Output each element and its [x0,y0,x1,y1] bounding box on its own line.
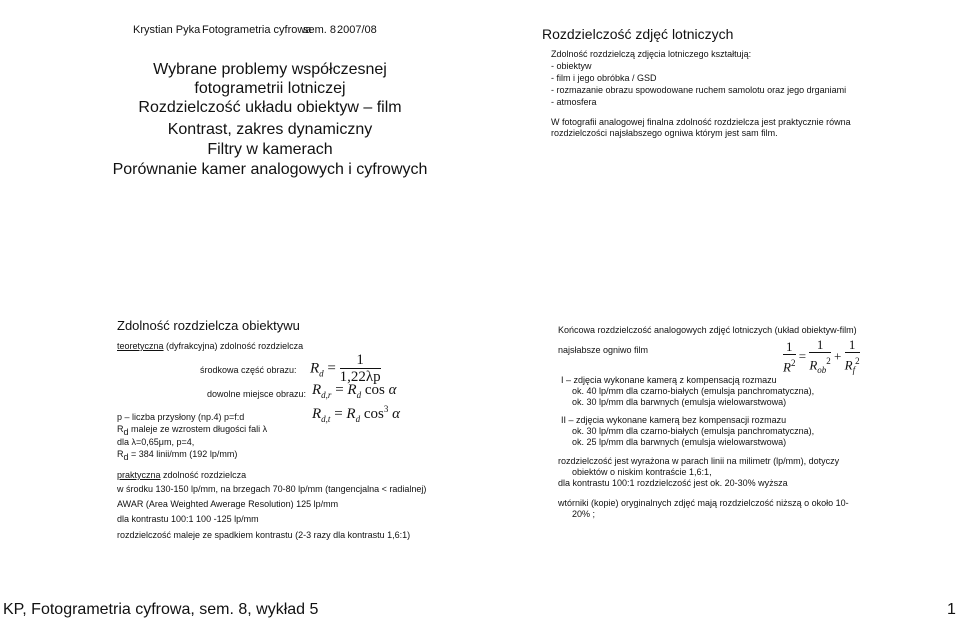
note-line: p – liczba przysłony (np.4) p=f:d [117,412,245,422]
group2-line: ok. 25 lp/mm dla barwnych (emulsja wielowarstwowa) [572,437,787,447]
topic-item: Kontrast, zakres dynamiczny [167,121,373,138]
header-semester: sem. 8 [303,24,337,36]
group1-line: ok. 30 lp/mm dla barwnych (emulsja wielowarstwowa) [572,397,787,407]
practice-label: praktyczna [117,470,161,480]
note-line: $R_d$ maleje ze wzrostem długości fali λ [117,424,268,437]
group1-line: ok. 40 lp/mm dla czarno-białych (emulsja panchromatyczna), [572,386,815,396]
formula-fraction: $\frac{1}{1,22\lambda p}$ [339,352,381,385]
theory-label: teoretyczna [117,341,164,351]
topic-item: Porównanie kamer analogowych i cyfrowych [112,161,428,178]
edge-label: dowolne miejsce obrazu: [207,389,307,399]
theory-heading [117,341,303,351]
practice-line: rozdzielczość maleje ze spadkiem kontrastu (2-3 razy dla kontrastu 1,6:1) [117,530,411,540]
note-line: dla λ=0,65μm, p=4, [117,437,195,447]
slide2-item: - rozmazanie obrazu spowodowane ruchem samolotu oraz jego drganiami [551,85,847,95]
slide4-paragraph: dla kontrastu 100:1 rozdzielczość jest ok. 20-30% wyższa [558,478,788,488]
topic-item: Rozdzielczość układu obiektyw – film [138,99,402,116]
practice-heading [117,470,246,480]
slide4-title: Końcowa rozdzielczość analogowych zdjęć lotniczych (układ obiektyw-film) [558,325,857,335]
weakest-link: najsłabsze ogniwo film [558,345,649,355]
formula-combined: $\frac{1}{R^2}$ = $\frac{1}{R_{ob}^2}$ + $\frac{1}{R_f^2}$ [783,337,860,375]
slide4-paragraph: 20% ; [572,509,596,519]
formula-radial: $R_{d,r} = R_d$ cos α [312,382,397,400]
footer-text: KP, Fotogrametria cyfrowa, sem. 8, wykład 5 [3,601,319,618]
header-author: Krystian Pyka [133,24,201,36]
formula-center: $R_d$ = $\frac{1}{1,22\lambda p}$ [310,352,381,385]
header-year: 2007/08 [337,24,377,36]
note-line: $R_d = 384$ linii/mm (192 lp/mm) [117,449,238,462]
group1-heading: I – zdjęcia wykonane kamerą z kompensacją rozmazu [561,375,777,385]
practice-line: AWAR (Area Weighted Awerage Resolution) 125 lp/mm [117,499,339,509]
slide2-item: - atmosfera [551,97,597,107]
slide2-paragraph: rozdzielczości najsłabszego ogniwa którym jest sam film. [551,128,778,138]
note-text: = 384 linii/mm (192 lp/mm) [131,449,238,459]
slide4-paragraph: obiektów o niskim kontraście 1,6:1, [572,467,712,477]
practice-line: dla kontrastu 100:1 100 -125 lp/mm [117,514,259,524]
slide3-title: Zdolność rozdzielcza obiektywu [117,318,300,333]
slide4-paragraph: rozdzielczość jest wyrażona w parach linii na milimetr (lp/mm), dotyczy [558,456,840,466]
slide2-intro: Zdolność rozdzielczą zdjęcia lotniczego kształtują: [551,49,752,59]
note-text: maleje ze wzrostem długości fali λ [131,424,268,434]
formula-tangential: $R_{d,t} = R_d$ $\cos^3 \alpha$ [312,404,400,424]
slide1-title-1: Wybrane problemy współczesnej [153,61,387,78]
slide4-paragraph: wtórniki (kopie) oryginalnych zdjęć mają rozdzielczość niższą o około 10- [558,498,849,508]
topic-item: Filtry w kamerach [207,141,333,158]
theory-rest: (dyfrakcyjna) zdolność rozdzielcza [163,341,304,351]
formula-denominator: 1,22λp [339,369,381,385]
slide2-title: Rozdzielczość zdjęć lotniczych [542,26,734,42]
group2-line: ok. 30 lp/mm dla czarno-białych (emulsja panchromatyczna), [572,426,815,436]
header-course: Fotogrametria cyfrowa [202,24,312,36]
center-label: środkowa część obrazu: [200,365,297,375]
slide2-item: - obiektyw [551,61,592,71]
practice-line: w środku 130-150 lp/mm, na brzegach 70-80 lp/mm (tangencjalna < radialnej) [117,484,427,494]
group2-heading: II – zdjęcia wykonane kamerą bez kompensacji rozmazu [561,415,787,425]
page-number: 1 [947,601,956,618]
practice-rest: zdolność rozdzielcza [160,470,247,480]
slide2-paragraph: W fotografii analogowej finalna zdolność rozdzielcza jest praktycznie równa [551,117,851,127]
slide1-title-2: fotogrametrii lotniczej [194,80,346,97]
slide2-item: - film i jego obróbka / GSD [551,73,657,83]
